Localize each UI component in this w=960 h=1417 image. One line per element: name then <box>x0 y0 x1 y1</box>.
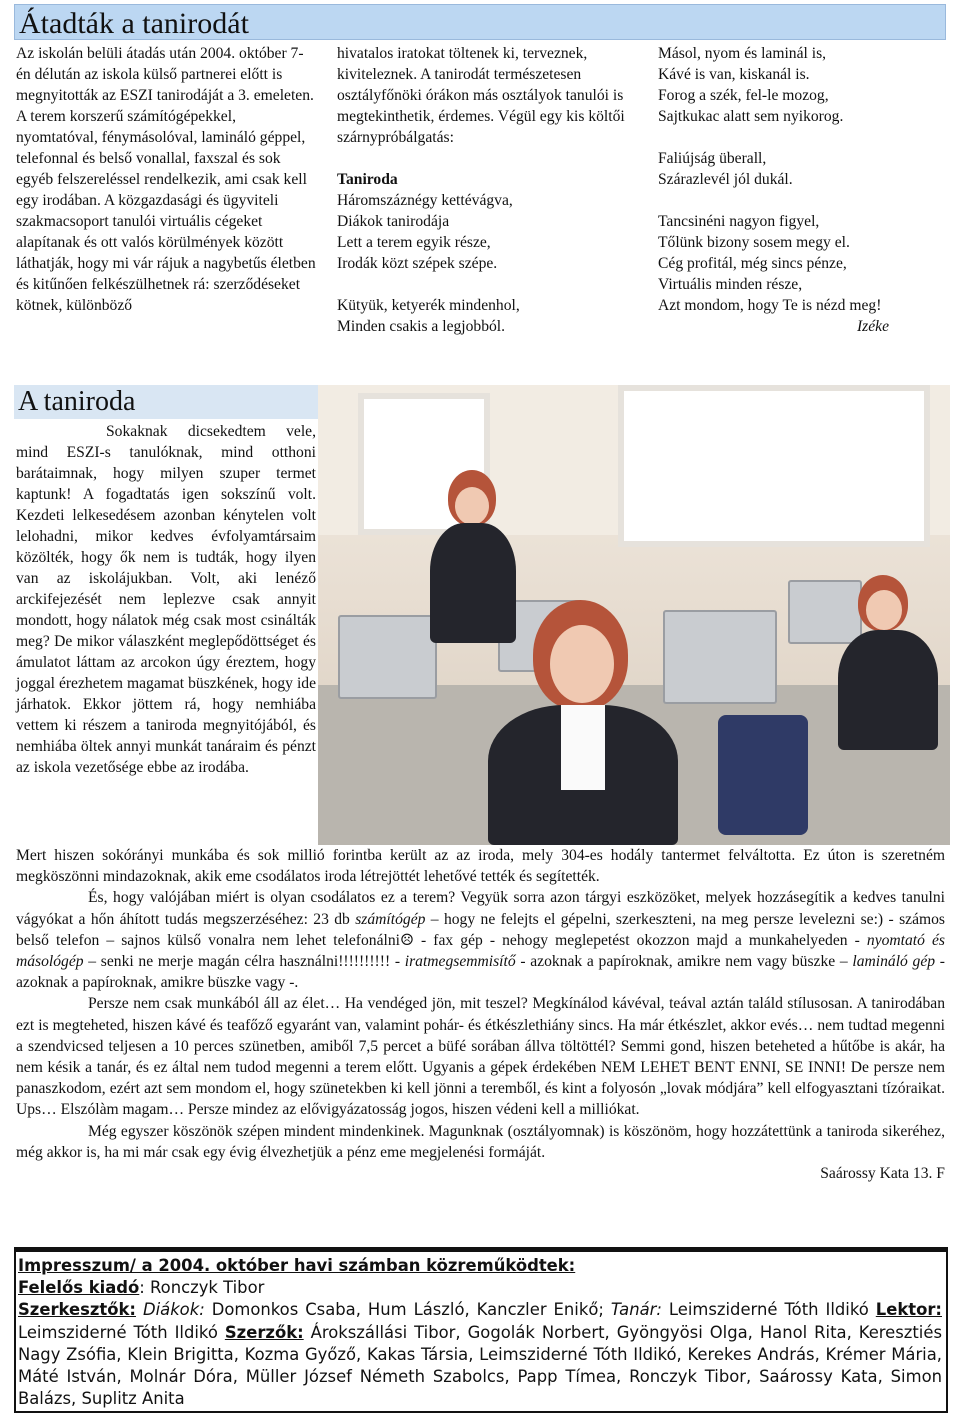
poem-stanza <box>658 148 948 190</box>
editors-label: Szerkesztők: <box>18 1300 136 1320</box>
article-signature: Saárossy Kata 13. F <box>820 1165 945 1183</box>
person-face <box>455 487 489 525</box>
intro-paragraph-continued: hivatalos iratokat töltenek ki, terveznek, kiviteleznek. A tanirodát természetesen osztályfőnöki órákon más osztályok tanulói is megtekinthetik, érdemes. Végül egy kis költői szárnypróbálgatás: <box>337 45 625 146</box>
impresszum-heading: Impresszum/ a 2004. október havi számban közreműködtek: <box>18 1256 576 1275</box>
poem-stanza <box>337 190 629 274</box>
poem-line: Forog a szék, fel-le mozog, <box>658 87 829 104</box>
text-run-italic: nyomtató és másológép <box>16 931 945 971</box>
impresszum-box <box>14 1247 948 1413</box>
text-run: – hogy ne felejts el gépelni, szerkeszteni, na meg persze levelezni se:) - számos belső telefon – sajnos külső vonalra nem lehet telefonálni☹ - fax gép - nehogy meglepetést okozzon majd a munkahelyeden - <box>16 910 945 949</box>
text-run-italic: lamináló gép <box>852 953 936 971</box>
text-run: - azoknak a papíroknak, amikre nem vagy büszke – <box>515 953 853 971</box>
intro-column <box>16 43 316 316</box>
text-run-italic: számítógép <box>355 910 426 928</box>
chair-shape <box>718 715 808 835</box>
poem-line: Irodák közt szépek szépe. <box>337 255 498 272</box>
person-suit <box>430 523 516 643</box>
text-run-italic: iratmegsemmisítő <box>404 953 516 971</box>
section-heading: A taniroda <box>14 385 322 419</box>
teacher-label: Tanár: <box>610 1300 662 1320</box>
poem-line: Cég profitál, még sincs pénze, <box>658 255 847 272</box>
text-run: És, hogy valójában miért is olyan csodálatos ez a terem? Vegyük sorra azon tárgyi eszközöket, melyek hozzásegítik a kedves tanulni vágyókat a hőn áhított tudás megszerzéséhez: 23 db <box>16 889 945 928</box>
poem-line: Kütyük, ketyerék mindenhol, <box>337 297 520 314</box>
publisher-label: Felelős kiadó <box>18 1278 140 1298</box>
poem-line: Minden csakis a legjobból. <box>337 318 506 335</box>
poem-line: Kávé is van, kiskanál is. <box>658 66 810 83</box>
monitor-shape <box>338 615 437 699</box>
article-paragraph: Még egyszer köszönök szépen mindent mindenkinek. Magunknak (osztályomnak) is köszönöm, hogy hozzátettünk a taniroda sikeréhez, még akkor is, ha mi már csak egy évig élvezhetjük a pénz eme megjelenési formáját. <box>16 1122 945 1161</box>
article-paragraph <box>16 887 945 993</box>
teacher-value: Leimsziderné Tóth Ildikó <box>661 1300 876 1320</box>
students-label: Diákok: <box>142 1300 205 1320</box>
poem-line: Faliújság überall, <box>658 150 767 167</box>
poem-stanza <box>658 211 948 316</box>
person-face <box>866 590 902 630</box>
article-column-text <box>16 421 316 778</box>
poem-column-left <box>337 43 629 337</box>
window-shape <box>618 385 930 547</box>
article-full-width-text <box>16 845 945 1184</box>
impresszum-publisher <box>18 1277 942 1299</box>
poem-line: Diákok tanirodája <box>337 213 450 230</box>
poem-line: Tőlünk bizony sosem megy el. <box>658 234 850 251</box>
proofreader-value: Leimsziderné Tóth Ildikó <box>18 1322 225 1342</box>
poem-line: Tancsinéni nagyon figyel, <box>658 213 820 230</box>
poem-line: Másol, nyom és laminál is, <box>658 45 827 62</box>
monitor-shape <box>663 610 777 704</box>
authors-label: Szerzők: <box>224 1322 304 1342</box>
poem-title: Taniroda <box>337 171 398 188</box>
intro-paragraph: Az iskolán belüli átadás után 2004. október 7-én délután az iskola külső partnerei előtt is megnyitották az ESZI tanirodáját a 3. emeleten. A terem korszerű számítógépekkel, nyomtatóval, fénymásolóval, lamináló géppel, telefonnal és belső vonallal, faxszal és sok egyéb felszereléssel rendelkezik, ami csak kell egy irodában. A közgazdasági és ügyviteli szakmacsoport tanulói virtuális cégeket alapítanak és ott valós körülmények között láthatják, hogy mi vár rájuk a nagybetűs életben és kitűnően felkészülhetnek rá: szerződéseket kötnek, különböző <box>16 45 316 314</box>
poem-line: Lett a terem egyik része, <box>337 234 491 251</box>
office-photo <box>318 385 950 845</box>
authors-value: Árokszállási Tibor, Gogolák Norbert, Gyöngyösi Olga, Hanol Rita, Keresztiés Nagy Zsófia, Klein Brigitta, Kozma Győző, Kakas Társia, Leimsziderné Tóth Ildikó, Kerekes András, Krémer Mária, Máté István, Molnár Dóra, Müller József Németh Szabolcs, Papp Tímea, Ronczyk Tibor, Saárossy Kata, Simon Balázs, Suplitz Anita <box>18 1322 942 1409</box>
impresszum-credits <box>18 1299 942 1410</box>
person-face <box>550 625 614 703</box>
article-paragraph: Sokaknak dicsekedtem vele, mind ESZI-s tanulóknak, mind otthoni barátaimnak, hogy milyen szuper termet kaptunk! A fogadtatás igen sokszínű volt. Kezdeti lelkesedésem azonban kénytelen volt lelohadni, mikor kedves évfolyamtársaim közölték, hogy ők nem is tudták, hogy ilyen van az iskolájukban. Volt, aki lenéző arckifejezését nem leplezve csak annyit mondott, hogy nálatok még csak most csinálták meg? De mikor válaszként meglepődöttséget és ámulatot láttam az arcokon úgy éreztem, hogy joggal érezhetem magamat büszkének, hogy ide járhatok. Ekkor jöttem rá, hogy nemhiába vettem ki részem a taniroda megnyitójából, és nemhiába öltek annyi munkát tanáraim és pénzt az iskola vezetősége ebbe az irodába. <box>16 423 316 776</box>
poem-line: Virtuális minden része, <box>658 276 803 293</box>
monitor-shape <box>788 580 862 644</box>
poem-author: Izéke <box>856 318 890 335</box>
article-paragraph: Mert hiszen sokórányi munkába és sok millió forintba került az az iroda, mely 304-es hodály tantermet felváltotta. Ez úton is szeretném megköszönni mindazoknak, akik eme csodálatos iroda létrejöttét lehetővé tették és segítették. <box>16 847 945 886</box>
poem-line: Azt mondom, hogy Te is nézd meg! <box>658 297 882 314</box>
article-title: Átadták a tanirodát <box>14 4 946 40</box>
article-paragraph: Persze nem csak munkából áll az élet… Ha vendéged jön, mit teszel? Megkínálod kávéval, teával aztán találd stílusosan. A tanirodában ezt is megteheted, hiszen kávé és teafőző egyaránt van, valamint pohár- és étkészlethiány sincs. Ha már étkészlet, akkor evés… nem tudtad megenni a szendvicsed teljesen a 10 perces szünetben, amiből 7,5 percet a büfé sorában állva töltöttél? Semmi gond, hiszen beteheted a hűtőbe is akár, ha nem késik a tanár, és ez által nem tudod megenni a terem előtt. Ugyanis a gépek érdekében NEM LEHET BENT ENNI, SE INNI! De persze nem panaszkodom, ezért azt sem mondom el, hogy szünetekben ki kell jönni a teremből, és kint a folyosón „lovak módjára” kell elfogyasztani tízóraikat. Ups… Elszólàm magam… Persze mindez az elővigyázatosság jogos, hiszen védeni kell a milliókat. <box>16 995 945 1119</box>
proofreader-label: Lektor: <box>875 1300 942 1320</box>
text-run: – senki ne merje magán célra használni!!!!!!!!!! - <box>83 953 405 971</box>
person-shirt <box>561 705 605 790</box>
text-run: - azoknak a papíroknak, amikre büszke vagy -. <box>16 953 945 992</box>
poem-stanza <box>337 295 629 337</box>
publisher-value: : Ronczyk Tibor <box>139 1278 265 1298</box>
poem-line: Sajtkukac alatt sem nyikorog. <box>658 108 844 125</box>
poem-line: Háromszáznégy kettévágva, <box>337 192 513 209</box>
poem-line: Szárazlevél jól dukál. <box>658 171 793 188</box>
poem-column-right <box>658 43 948 337</box>
person-suit <box>838 630 938 750</box>
students-value: Domonkos Csaba, Hum László, Kanczler Enikő; <box>204 1300 611 1320</box>
poem-stanza <box>658 43 948 127</box>
